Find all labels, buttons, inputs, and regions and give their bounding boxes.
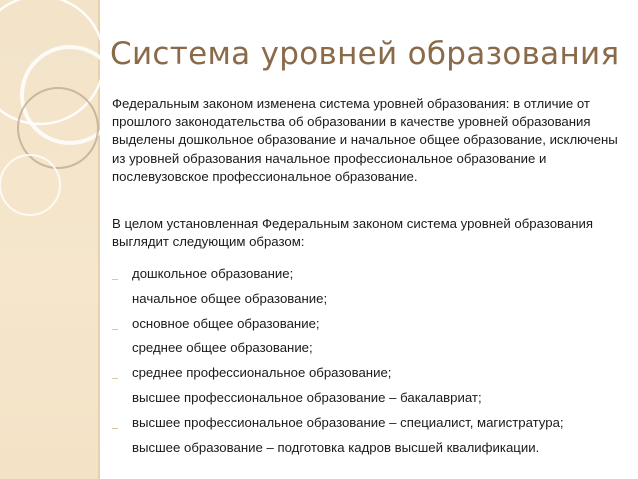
bullet-icon: [112, 273, 118, 280]
list-item-text: среднее профессиональное образование;: [132, 365, 392, 381]
slide-title: Система уровней образования: [110, 36, 620, 72]
paragraph-summary: В целом установленная Федеральным законом система уровней образования выглядит следующим образом:: [112, 216, 594, 250]
bullet-icon: [112, 323, 118, 330]
list-item: [112, 262, 627, 287]
list-item: [112, 361, 627, 386]
list-item-text: высшее профессиональное образование – бакалавриат;: [132, 389, 482, 405]
list-item: [112, 336, 627, 361]
list-item-text: дошкольное образование;: [132, 266, 294, 281]
list-item: [112, 436, 627, 461]
list-item-text: среднее общее образование;: [132, 340, 313, 356]
list-item: [112, 312, 627, 337]
education-levels-list: [112, 262, 627, 460]
list-item-text: высшее профессиональное образование – специалист, магистратура;: [132, 414, 564, 430]
list-item: [112, 411, 627, 436]
paragraph-intro: Федеральным законом изменена система уровней образования: в отличие от прошлого законодательства об образовании в качестве уровней образования выделены дошкольное образование и начальное общее образование, исключены из уровней образования начальное профессиональное образование и послевузовское профессиональное образование.: [112, 96, 618, 184]
list-item-text: основное общее образование;: [132, 315, 320, 331]
bullet-icon: [112, 422, 118, 429]
list-item: [112, 386, 627, 411]
list-item-text: начальное общее образование;: [132, 290, 328, 306]
list-item-text: высшее образование – подготовка кадров высшей квалификации.: [132, 439, 540, 455]
list-item: [112, 287, 627, 312]
bullet-icon: [112, 372, 118, 379]
